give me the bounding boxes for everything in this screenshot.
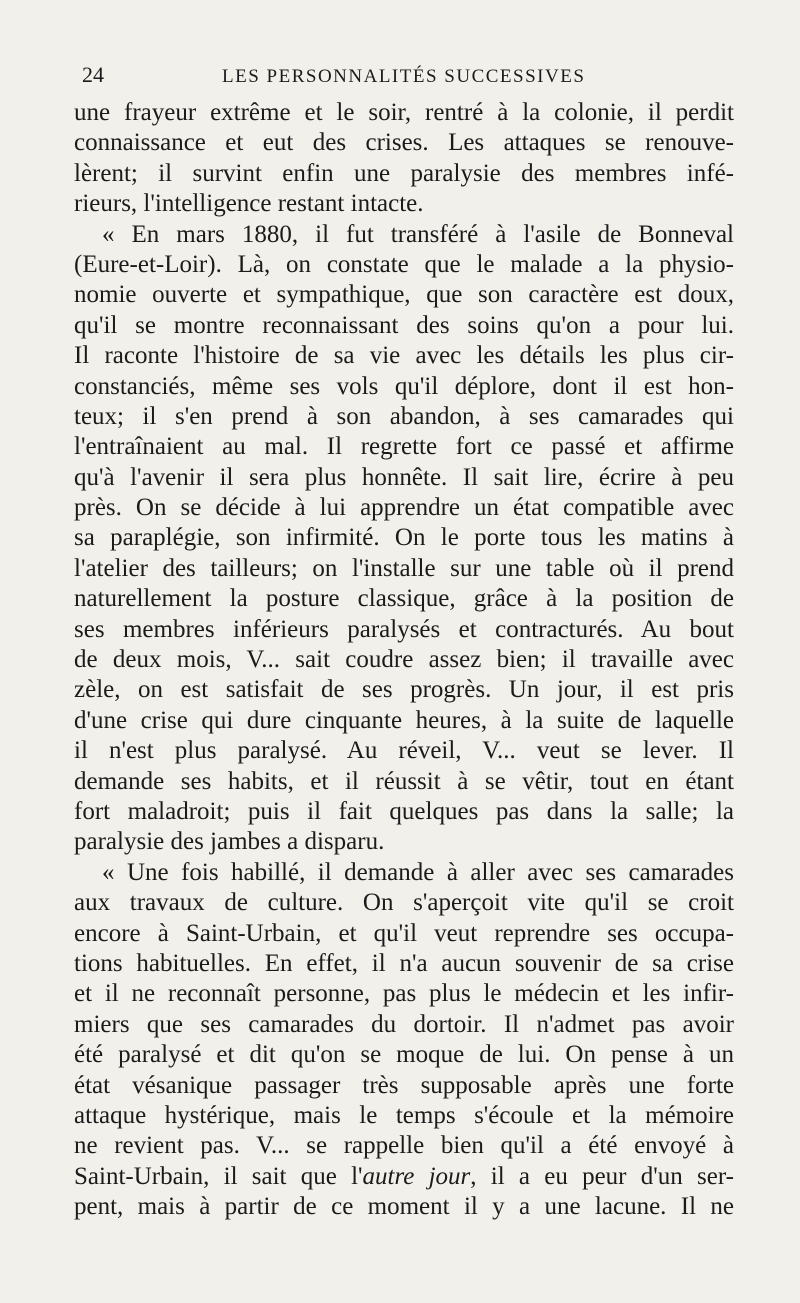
page-header [82, 62, 732, 102]
text-line: « Une fois habillé, il demande à aller avec ses camarades [102, 858, 734, 886]
text-line: fort maladroit; puis il fait quelques pas dans la salle; la [74, 797, 734, 825]
text-line: de deux mois, V... sait coudre assez bien; il travaille avec [74, 646, 734, 674]
text-line: près. On se décide à lui apprendre un état compatible avec [74, 494, 734, 522]
text-line: aux travaux de culture. On s'aperçoit vite qu'il se croit [74, 889, 734, 917]
text-line: état vésanique passager très supposable après une forte [74, 1071, 734, 1099]
text-line: lèrent; il survint enfin une paralysie des membres infé- [74, 159, 734, 187]
text-line: ne revient pas. V... se rappelle bien qu'il a été envoyé à [74, 1132, 734, 1160]
text-line: encore à Saint-Urbain, et qu'il veut reprendre ses occupa- [74, 919, 734, 947]
text-line: pent, mais à partir de ce moment il y a une lacune. Il ne [74, 1193, 734, 1221]
text-line: qu'il se montre reconnaissant des soins qu'on a pour lui. [74, 311, 734, 339]
text-line: naturellement la posture classique, grâce à la position de [74, 585, 734, 613]
text-segment: Saint-Urbain, il sait que l' [74, 1162, 363, 1190]
text-segment: , il a eu peur d'un ser- [470, 1162, 734, 1190]
running-title: LES PERSONNALITÉS SUCCESSIVES [222, 66, 586, 87]
text-line: l'entraînaient au mal. Il regrette fort ce passé et affirme [74, 433, 734, 461]
text-line: il n'est plus paralysé. Au réveil, V... veut se lever. Il [74, 737, 734, 765]
italic-phrase: autre jour [362, 1162, 471, 1190]
text-line: rieurs, l'intelligence restant intacte. [74, 190, 424, 218]
text-line: et il ne reconnaît personne, pas plus le médecin et les infir- [74, 980, 734, 1008]
text-line: Il raconte l'histoire de sa vie avec les détails les plus cir- [74, 342, 734, 370]
text-line: ses membres inférieurs paralysés et contracturés. Au bout [74, 615, 734, 643]
text-line: sa paraplégie, son infirmité. On le porte tous les matins à [74, 524, 734, 552]
text-line: zèle, on est satisfait de ses progrès. Un jour, il est pris [74, 676, 734, 704]
body-text [74, 98, 734, 1222]
page-number: 24 [82, 62, 104, 87]
text-line: qu'à l'avenir il sera plus honnête. Il sait lire, écrire à peu [74, 463, 734, 491]
text-line: connaissance et eut des crises. Les attaques se renouve- [74, 129, 734, 157]
text-line: (Eure-et-Loir). Là, on constate que le malade a la physio- [74, 250, 734, 278]
text-line: tions habituelles. En effet, il n'a aucun souvenir de sa crise [74, 949, 734, 977]
text-line: attaque hystérique, mais le temps s'écoule et la mémoire [74, 1101, 734, 1129]
text-line: miers que ses camarades du dortoir. Il n'admet pas avoir [74, 1010, 734, 1038]
text-line: constanciés, même ses vols qu'il déplore, dont il est hon- [74, 372, 734, 400]
text-line: été paralysé et dit qu'on se moque de lui. On pense à un [74, 1041, 734, 1069]
text-line: « En mars 1880, il fut transféré à l'asile de Bonneval [102, 220, 734, 248]
text-line: une frayeur extrême et le soir, rentré à la colonie, il perdit [74, 99, 734, 126]
text-line: demande ses habits, et il réussit à se vêtir, tout en étant [74, 767, 734, 795]
text-line-with-italic [74, 1162, 734, 1192]
text-line: teux; il s'en prend à son abandon, à ses camarades qui [74, 402, 734, 430]
text-line: d'une crise qui dure cinquante heures, à la suite de laquelle [74, 706, 734, 734]
text-line: paralysie des jambes a disparu. [74, 828, 385, 856]
text-line: l'atelier des tailleurs; on l'installe sur une table où il prend [74, 554, 734, 582]
text-line: nomie ouverte et sympathique, que son caractère est doux, [74, 281, 734, 309]
